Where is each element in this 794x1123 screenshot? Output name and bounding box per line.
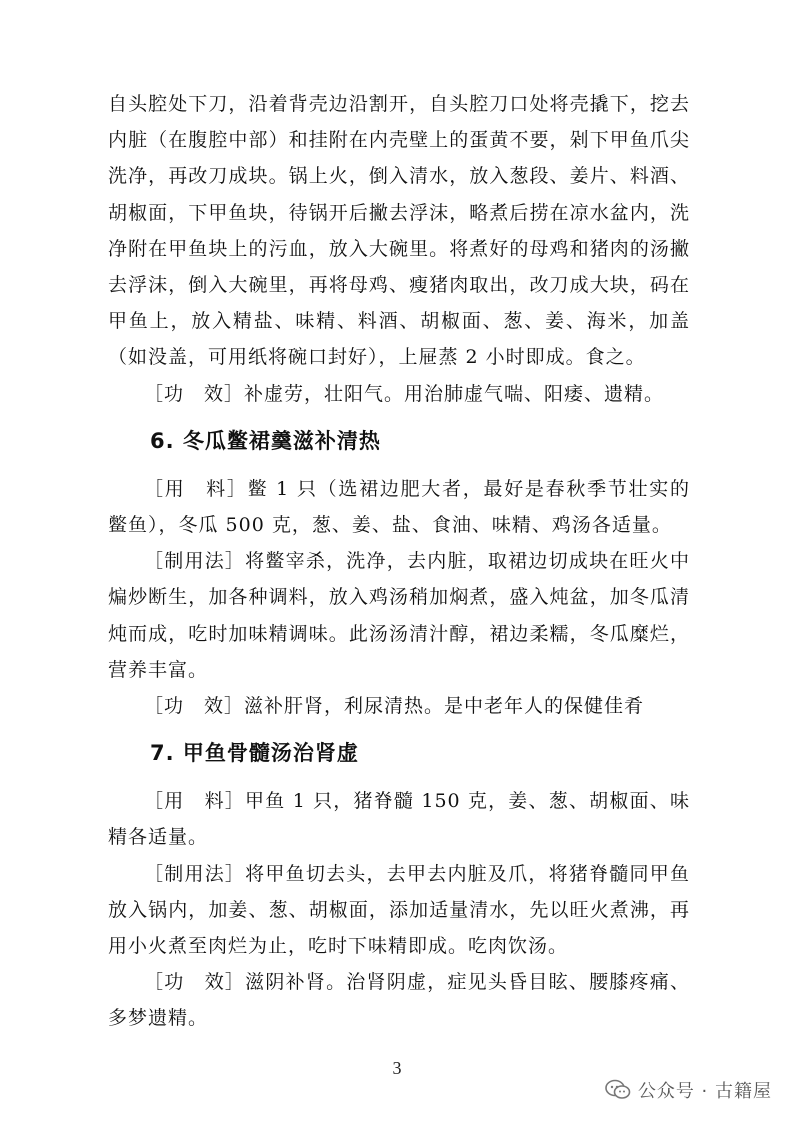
body-paragraph-prev-method: 自头腔处下刀，沿着背壳边沿割开，自头腔刀口处将壳撬下，挖去内脏（在腹腔中部）和挂附在内壳壁上的蛋黄不要，剁下甲鱼爪尖洗净，再改刀成块。锅上火，倒入清水，放入葱段、姜片、料酒、胡椒面，下甲鱼块，待锅开后撇去浮沫，略煮后捞在凉水盆内，洗净附在甲鱼块上的污血，放入大碗里。将煮好的母鸡和猪肉的汤撇去浮沫，倒入大碗里，再将母鸡、瘦猪肉取出，改刀成大块，码在甲鱼上，放入精盐、味精、料酒、胡椒面、葱、姜、海米，加盖（如没盖，可用纸将碗口封好），上屉蒸 2 小时即成。食之。 <box>108 93 690 369</box>
watermark-text: 公众号 · 古籍屋 <box>637 1081 772 1102</box>
section-title-7: 7. 甲鱼骨髓汤治肾虚 <box>150 741 359 766</box>
section-7-method: ［制用法］将甲鱼切去头，去甲去内脏及爪，将猪脊髓同甲鱼放入锅内，加姜、葱、胡椒面，添加适量清水，先以旺火煮沸，再用小火煮至肉烂为止，吃时下味精即成。吃肉饮汤。 <box>108 862 690 958</box>
watermark <box>604 1077 772 1103</box>
section-6-ingredients: ［用 料］鳖 1 只（选裙边肥大者，最好是春秋季节壮实的鳖鱼），冬瓜 500 克，葱、姜、盐、食油、味精、鸡汤各适量。 <box>108 477 690 537</box>
wechat-icon <box>604 1079 632 1101</box>
section-title-6: 6. 冬瓜鳖裙羹滋补清热 <box>150 428 381 453</box>
body-paragraph-prev-effect: ［功 效］补虚劳，壮阳气。用治肺虚气喘、阳痿、遗精。 <box>144 382 665 405</box>
section-7-ingredients: ［用 料］甲鱼 1 只，猪脊髓 150 克，姜、葱、胡椒面、味精各适量。 <box>108 790 690 849</box>
main-text <box>108 86 690 1037</box>
section-6-effect: ［功 效］滋补肝肾，利尿清热。是中老年人的保健佳肴 <box>144 695 645 718</box>
section-7-effect: ［功 效］滋阴补肾。治肾阴虚，症见头昏目眩、腰膝疼痛、多梦遗精。 <box>108 971 690 1030</box>
page-number: 3 <box>392 1058 402 1078</box>
section-6-method: ［制用法］将鳖宰杀，洗净，去内脏，取裙边切成块在旺火中煸炒断生，加各种调料，放入鸡汤稍加焖煮，盛入炖盆，加冬瓜清炖而成，吃时加味精调味。此汤汤清汁醇，裙边柔糯，冬瓜糜烂，营养丰富。 <box>108 550 690 681</box>
